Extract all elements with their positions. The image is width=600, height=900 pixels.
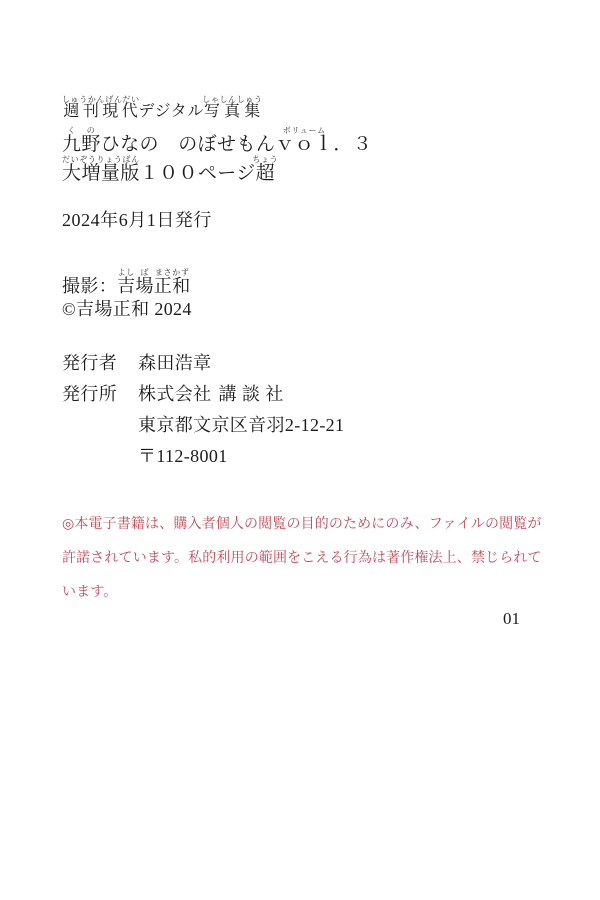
- series-title-segment: [62, 95, 140, 120]
- furigana: ば: [135, 268, 154, 277]
- book-title-segment: [81, 126, 101, 155]
- title-text: 写真集: [202, 103, 263, 120]
- series-title-segment: [202, 95, 263, 120]
- company-prefix: 株式会社: [138, 384, 212, 404]
- title-text: 野: [81, 134, 101, 155]
- publisher-address: 東京都文京区音羽2-12-21: [138, 415, 345, 435]
- license-notice-line: います。: [62, 585, 118, 600]
- postal-code: 〒112-8001: [138, 446, 228, 466]
- furigana: ちょう: [252, 155, 279, 164]
- publisher-block: [62, 348, 344, 472]
- page-number: 01: [503, 609, 520, 628]
- photographer-credit: [62, 268, 191, 295]
- furigana: しゃしんしゅう: [202, 95, 263, 104]
- furigana: だいぞうりょうばん: [62, 155, 140, 164]
- series-title: [62, 95, 263, 120]
- photographer-name: 正和: [153, 276, 191, 296]
- title-text: 超: [252, 163, 279, 184]
- book-title: [62, 126, 372, 154]
- license-notice-line: ◎本電子書籍は、購入者個人の閲覧の目的のためにのみ、ファイルの閲覧が: [62, 517, 542, 532]
- title-text: ひなの のぼせもん: [100, 134, 276, 155]
- title-text: ｖｏｌ: [275, 134, 334, 155]
- issuer-name: 森田浩章: [138, 353, 212, 373]
- copyright-notice: ©吉場正和 2024: [62, 299, 192, 319]
- publisher-row-postal: [62, 441, 344, 472]
- title-text: 九: [62, 134, 82, 155]
- photographer-name-segment: [153, 268, 191, 296]
- license-notice-line: 許諾されています。私的利用の範囲をこえる行為は著作権法上、禁じられて: [62, 551, 542, 566]
- photographer-name-segment: [135, 268, 154, 296]
- title-text: デジタル: [138, 103, 204, 120]
- furigana: く: [62, 126, 82, 135]
- photographer-name: 場: [135, 276, 154, 296]
- photographer-name-segment: [117, 268, 136, 296]
- edition-segment: [252, 155, 279, 184]
- edition-subtitle: [62, 155, 278, 183]
- title-text: 大増量版: [62, 163, 140, 184]
- furigana: まさかず: [153, 268, 191, 277]
- publisher-row-address: [62, 410, 344, 441]
- photographer-name: 吉: [117, 276, 136, 296]
- issuer-label: 発行者: [62, 353, 118, 373]
- furigana: よし: [117, 268, 136, 277]
- publication-date: 2024年6月1日発行: [62, 210, 212, 230]
- furigana: しゅうかんげんだい: [62, 95, 140, 104]
- book-title-segment: [275, 126, 334, 155]
- publisher-label: 発行所: [62, 384, 118, 404]
- publisher-row-company: [62, 379, 344, 410]
- title-text: 週刊現代: [62, 103, 140, 120]
- credit-label: 撮影：: [62, 276, 118, 296]
- furigana: ボリューム: [275, 126, 334, 135]
- book-title-segment: [62, 126, 82, 155]
- license-notice: [62, 508, 544, 610]
- edition-segment: [62, 155, 140, 184]
- publisher-row-issuer: [62, 348, 344, 379]
- title-text: ．３: [333, 134, 373, 155]
- furigana: の: [81, 126, 101, 135]
- title-text: １００ページ: [139, 163, 256, 184]
- company-name: 講談社: [218, 384, 289, 404]
